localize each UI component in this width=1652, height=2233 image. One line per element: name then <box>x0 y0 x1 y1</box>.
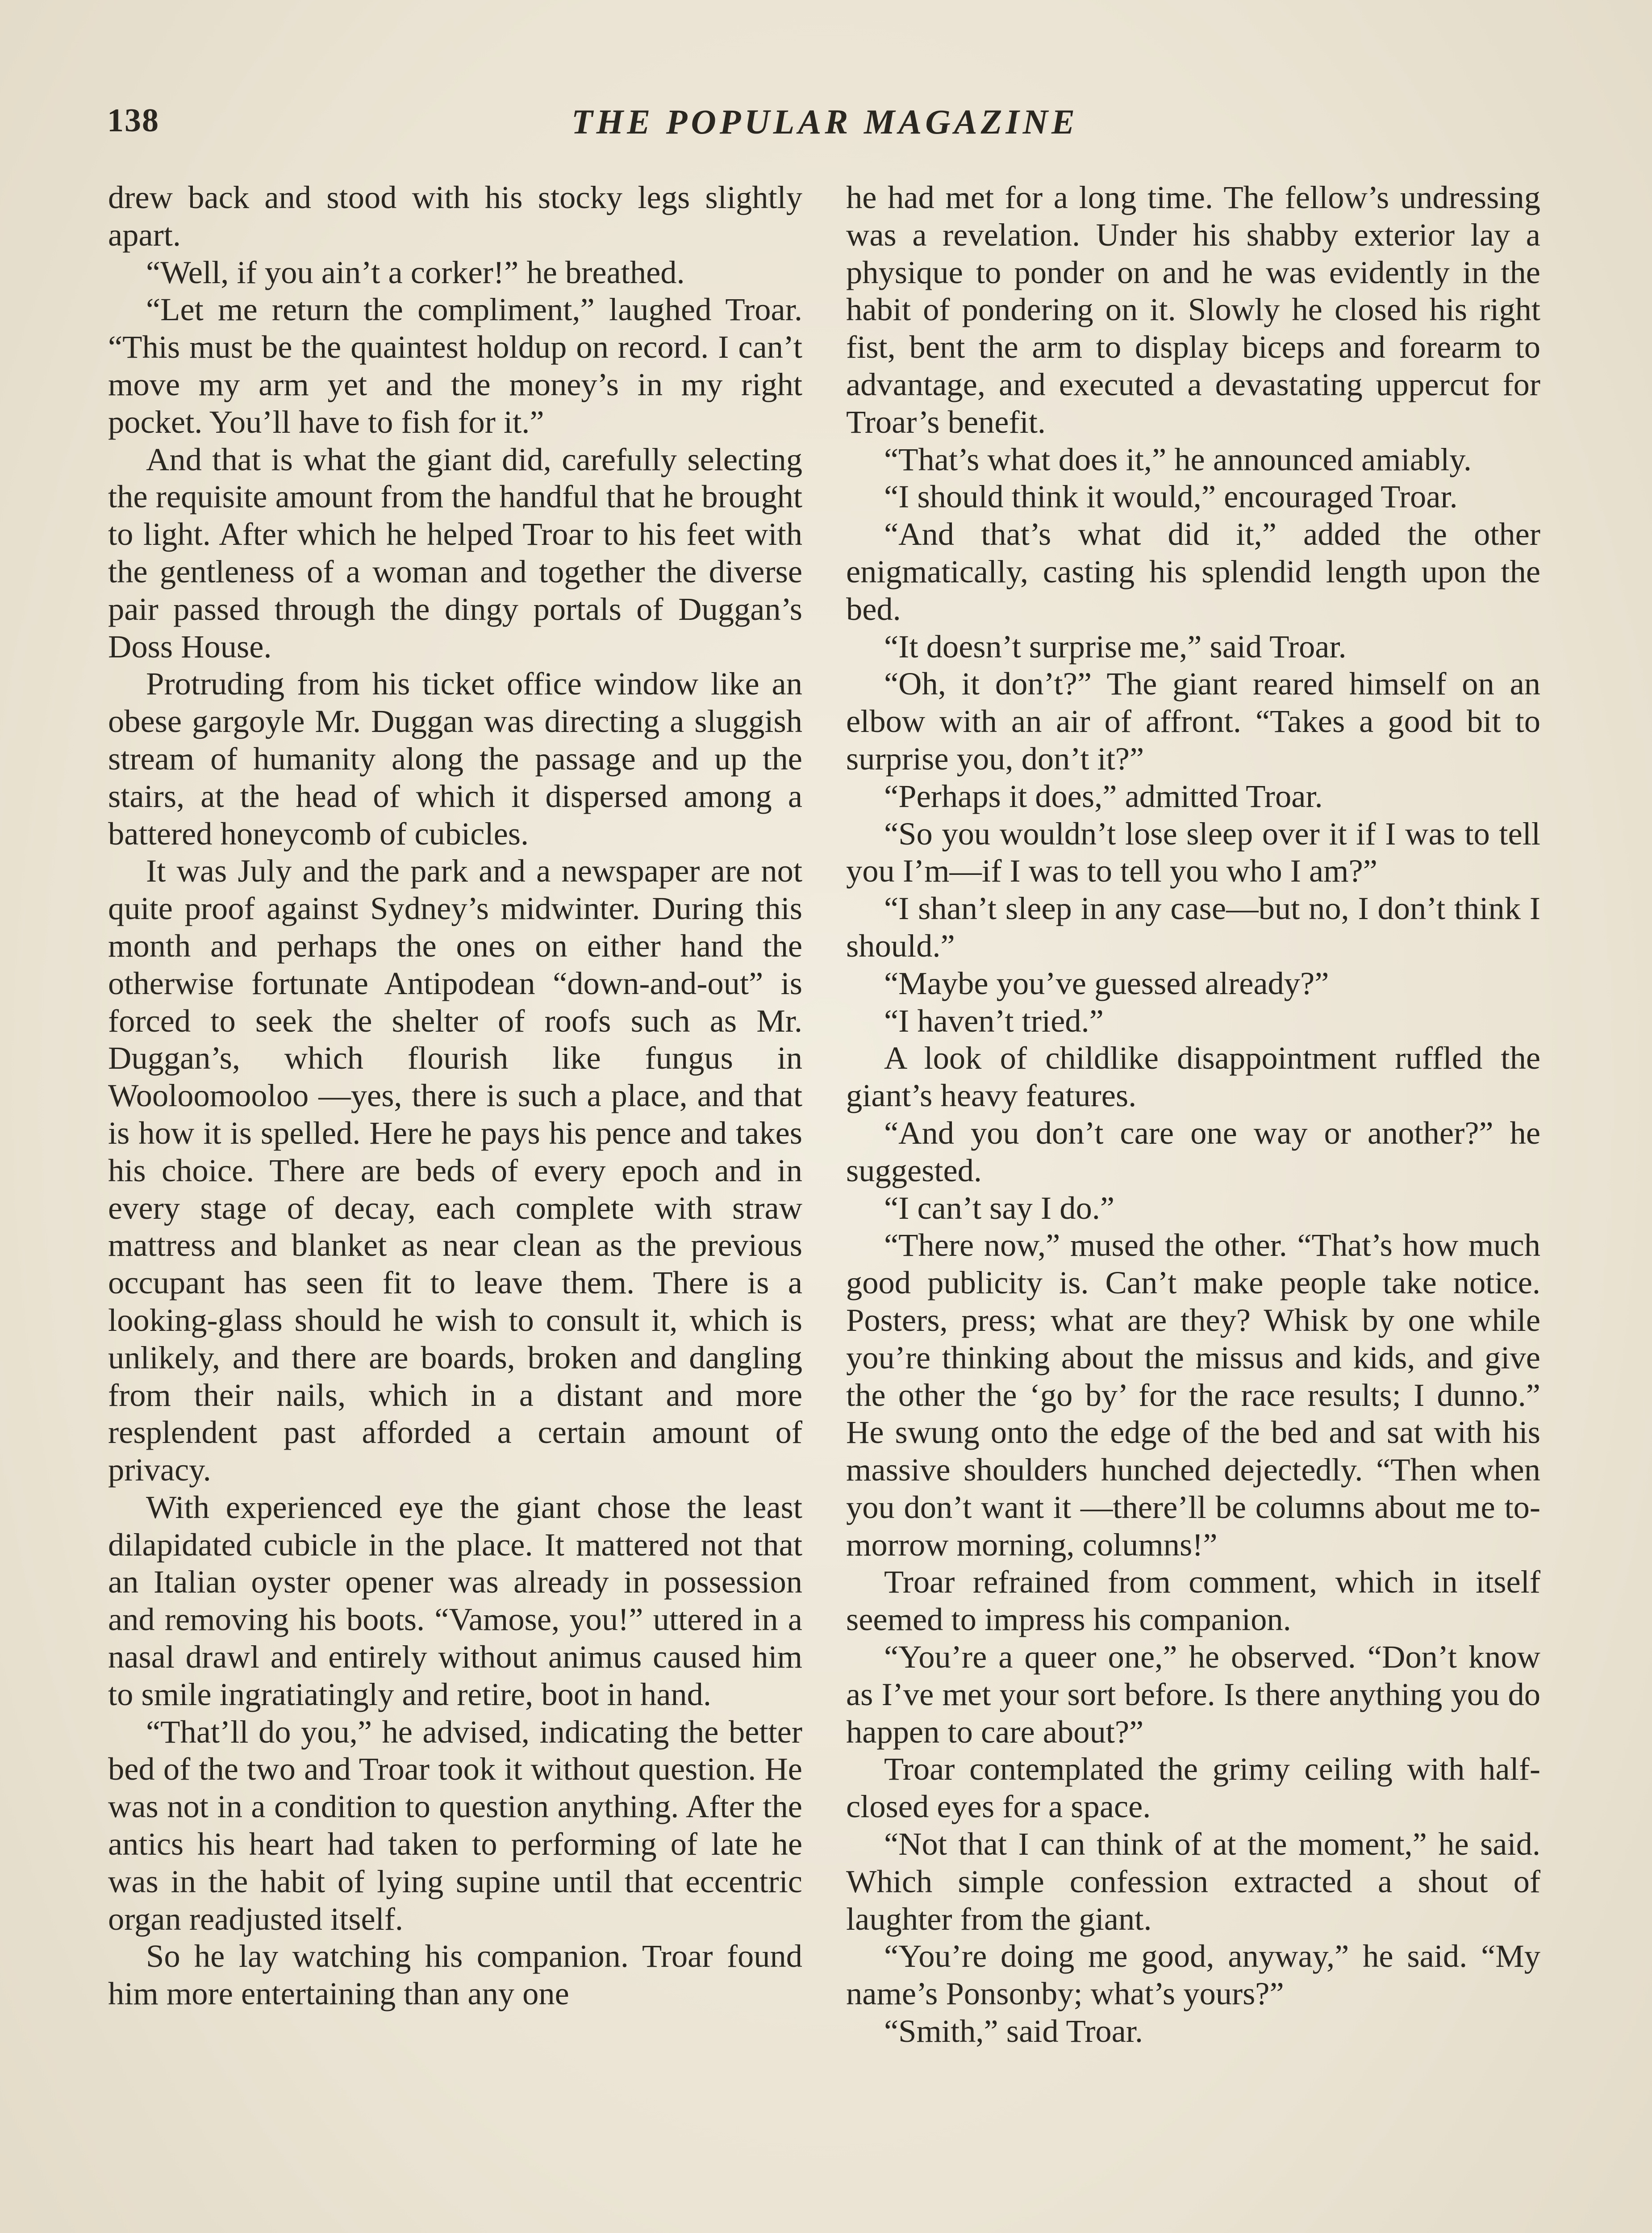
paragraph: he had met for a long time. The fellow’s undressing was a revelation. Under his shabby exterior lay a physique to ponder on and he was evidently in the habit of pondering on it. Slowly he closed his right fist, bent the arm to display biceps and forearm to advantage, and executed a devastating uppercut for Troar’s benefit. <box>846 179 1540 440</box>
paragraph: “Let me return the compliment,” laughed Troar. “This must be the quaintest holdup on record. I can’t move my arm yet and the money’s in my right pocket. You’ll have to fish for it.” <box>108 291 802 440</box>
paragraph: “And that’s what did it,” added the other enigmatically, casting his splendid length upon the bed. <box>846 516 1540 627</box>
paragraph: A look of childlike disappointment ruffled the giant’s heavy features. <box>846 1040 1540 1114</box>
paragraph: “Not that I can think of at the moment,” he said. Which simple confession extracted a shout of laughter from the giant. <box>846 1826 1540 1937</box>
paragraph: “So you wouldn’t lose sleep over it if I was to tell you I’m—if I was to tell you who I am?” <box>846 815 1540 889</box>
paragraph: “There now,” mused the other. “That’s how much good publicity is. Can’t make people take notice. Posters, press; what are they? Whisk by one while you’re thinking about the missus and kids, and give the other the ‘go by’ for the race results; I dunno.” He swung onto the edge of the bed and sat with his massive shoulders hunched dejectedly. “Then when you don’t want it —there’ll be columns about me to-morrow morning, columns!” <box>846 1227 1540 1563</box>
paragraph: “And you don’t care one way or another?” he suggested. <box>846 1114 1540 1188</box>
paragraph: “That’s what does it,” he announced amiably. <box>884 441 1472 477</box>
paragraph: “I should think it would,” encouraged Troar. <box>884 478 1458 515</box>
paragraph: Protruding from his ticket office window like an obese gargoyle Mr. Duggan was directing a sluggish stream of humanity along the passage and up the stairs, at the head of which it dispersed among a battered honeycomb of cubicles. <box>108 665 802 852</box>
paragraph: Troar contemplated the grimy ceiling with half-closed eyes for a space. <box>846 1751 1540 1825</box>
paragraph: “I haven’t tried.” <box>884 1002 1104 1039</box>
paragraph: Troar refrained from comment, which in itself seemed to impress his companion. <box>846 1564 1540 1638</box>
paragraph: “It doesn’t surprise me,” said Troar. <box>884 628 1347 665</box>
paragraph: “Maybe you’ve guessed already?” <box>884 965 1329 1001</box>
paragraph: “I shan’t sleep in any case—but no, I don’t think I should.” <box>846 890 1540 964</box>
paragraph: “I can’t say I do.” <box>884 1189 1114 1226</box>
paragraph: “You’re doing me good, anyway,” he said. “My name’s Ponsonby; what’s yours?” <box>846 1938 1540 2012</box>
paragraph: It was July and the park and a newspaper are not quite proof against Sydney’s midwinter. During this month and perhaps the ones on either hand the otherwise fortunate Antipodean “down-and-out” is forced to seek the shelter of roofs such as Mr. Duggan’s, which flourish like fungus in Wooloomooloo —yes, there is such a place, and that is how it is spelled. Here he pays his pence and takes his choice. There are beds of every epoch and in every stage of decay, each complete with straw mattress and blanket as near clean as the previous occupant has seen fit to leave them. There is a looking-glass should he wish to consult it, which is unlikely, and there are boards, broken and dangling from their nails, which in a distant and more resplendent past afforded a certain amount of privacy. <box>108 853 802 1488</box>
paragraph: With experienced eye the giant chose the least dilapidated cubicle in the place. It mattered not that an Italian oyster opener was already in possession and removing his boots. “Vamose, you!” uttered in a nasal drawl and entirely without animus caused him to smile ingratiatingly and retire, boot in hand. <box>108 1489 802 1712</box>
paragraph: “Perhaps it does,” admitted Troar. <box>884 778 1323 814</box>
paragraph: “Well, if you ain’t a corker!” he breathed. <box>146 254 685 290</box>
right-column <box>846 179 1540 2050</box>
page-header <box>107 102 1543 146</box>
paragraph: “Smith,” said Troar. <box>884 2013 1143 2049</box>
paragraph: drew back and stood with his stocky legs slightly apart. <box>108 179 802 253</box>
paragraph: So he lay watching his companion. Troar found him more entertaining than any one <box>108 1938 802 2012</box>
paragraph: And that is what the giant did, carefully selecting the requisite amount from the handful that he brought to light. After which he helped Troar to his feet with the gentleness of a woman and together the diverse pair passed through the dingy portals of Duggan’s Doss House. <box>108 441 802 665</box>
page-number: 138 <box>107 102 159 139</box>
paragraph: “Oh, it don’t?” The giant reared himself on an elbow with an air of affront. “Takes a good bit to surprise you, don’t it?” <box>846 665 1540 777</box>
paragraph: “You’re a queer one,” he observed. “Don’t know as I’ve met your sort before. Is there anything you do happen to care about?” <box>846 1639 1540 1750</box>
paragraph: “That’ll do you,” he advised, indicating the better bed of the two and Troar took it without question. He was not in a condition to question anything. After the antics his heart had taken to performing of late he was in the habit of lying supine until that eccentric organ readjusted itself. <box>108 1713 802 1937</box>
left-column <box>108 179 802 2012</box>
running-head: THE POPULAR MAGAZINE <box>571 102 1079 141</box>
